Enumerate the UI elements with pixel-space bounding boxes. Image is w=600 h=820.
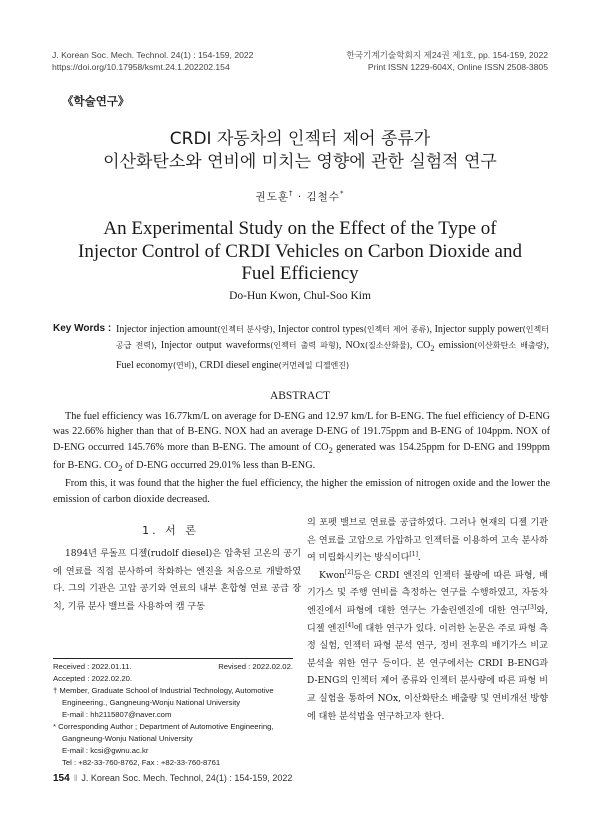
citation-ref[interactable]: [4] [345, 621, 354, 629]
journal-citation: J. Korean Soc. Mech. Technol. 24(1) : 154-159, 2022 [52, 50, 254, 60]
body-column-right [307, 515, 548, 726]
abstract-paragraph-2: From this, it was found that the higher the fuel efficiency, the higher the emission of nitrogen oxide and the lower the emission of carbon dioxide decreased. [53, 478, 550, 505]
title-en-line3: Fuel Efficiency [241, 263, 359, 284]
title-en-line1: An Experimental Study on the Effect of the Type of [103, 218, 497, 239]
corresponding-author: * Corresponding Author ; Department of Automotive Engineering, Gangneung-Wonju National University [53, 722, 274, 743]
author-mark-2: * [339, 189, 345, 198]
doi-link[interactable]: https://doi.org/10.17958/ksmt.24.1.202202.154 [52, 61, 230, 72]
footer-journal: J. Korean Soc. Mech. Technol, 24(1) : 154-159, 2022 [81, 773, 293, 783]
keyword-item: Injector injection amount(인젝터 분사량) [116, 324, 273, 335]
abstract-heading: ABSTRACT [269, 390, 331, 402]
keyword-item: Injector control types(인젝터 제어 종류) [277, 324, 430, 335]
article-category: 《학술연구》 [62, 94, 130, 108]
author-ko-1: 권도훈 [255, 191, 289, 203]
keywords-label: Key Words : [53, 323, 112, 334]
keyword-item: $CO_2$ emission(이산화탄소 배출량) [416, 340, 547, 354]
footer-separator: ‖ [73, 773, 78, 783]
author-separator: · [293, 191, 307, 203]
issn-line: Print ISSN 1229-604X, Online ISSN 2508-3805 [367, 61, 548, 72]
keyword-item: NOx(질소산화물) [345, 340, 410, 352]
title-ko-line1: CRDI 자동차의 인젝터 제어 종류가 [169, 129, 431, 149]
authors-ko [40, 189, 560, 204]
page-number: 154 [53, 773, 70, 784]
abstract-body [53, 409, 550, 507]
intro-paragraph-2: Kwon[2]등은 CRDI 엔진의 인젝터 불량에 따른 파형, 배기가스 및 주행 연비를 측정하는 연구를 수행하였고, 자동차 엔진에서 파형에 대한 연구는 가솔린엔진에 대한 연구[3]와, 디젤 엔진[4]에 대한 연구가 있다. 이러한 논문은 주로 파형 측정 실험, 인젝터 파형 분석 연구, 정비 전후의 배기가스 비교분석을 위한 연구 등이다. 본 연구에서는 CRDI B-ENG과 D-ENG의 인젝터 제어 종류와 인젝터 분사량에 따른 파형 비교 실험을 통하여 NOx, 이산화탄소 배출량 및 연비개선 방향에 대한 분석법을 연구하고자 한다. [307, 568, 548, 722]
received-revised-row [53, 661, 293, 673]
body-column-left [53, 546, 301, 616]
section-heading-introduction: 1. 서 론 [142, 524, 199, 537]
keyword-item: Fuel economy(연비) [116, 359, 195, 371]
keywords-list: Injector injection amount(인젝터 분사량), Injector control types(인젝터 제어 종류), Injector supply power(인젝터 공급 전력), Injector output waveforms(인젝터 출력 파형), NOx(질소산화물), $CO_2$ emission(이산화탄소 배출량), Fuel economy(연비), CRDI diesel engine(커먼레일 디젤엔진) [116, 324, 550, 371]
corresponding-email[interactable]: E-mail : kcsi@gwnu.ac.kr [62, 746, 149, 755]
abstract-paragraph-1: The fuel efficiency was 16.77km/L on average for D-ENG and 12.97 km/L for B-ENG. The fuel efficiency of D-ENG was 22.66% higher than that of B-ENG. NOX had an average D-ENG of 191.75ppm and B-ENG of 104ppm. NOX of D-ENG occurred 145.76% more than B-ENG. The amount of $CO_2$ generated was 154.25ppm for D-ENG and 199ppm for B-ENG. $CO_2$ of D-ENG occurred 29.01% less than B-ENG. [53, 411, 550, 473]
authors-en: Do-Hun Kwon, Chul-Soo Kim [229, 290, 371, 302]
received-date: Received : 2022.01.11. [53, 662, 132, 671]
member-email[interactable]: E-mail : hh2115807@naver.com [62, 710, 172, 719]
keyword-item: CRDI diesel engine(커먼레일 디젤엔진) [199, 359, 350, 371]
footnote-rule [53, 658, 293, 659]
title-en [70, 218, 530, 286]
keyword-item: Injector output waveforms(인젝터 출력 파형) [160, 340, 339, 352]
revised-date: Revised : 2022.02.02. [218, 662, 293, 671]
footnotes [53, 661, 293, 769]
author-ko-2: 김철수 [306, 191, 340, 203]
keyword-item: Injector supply power(인젝터 공급 전력) [116, 324, 549, 351]
running-header-right [268, 50, 548, 73]
journal-citation-ko: 한국기계기술학회지 제24권 제1호, pp. 154-159, 2022 [346, 50, 548, 60]
member-affiliation: † Member, Graduate School of Industrial Technology, Automotive Engineering., Gangneung-Wonju National University [53, 686, 274, 707]
intro-paragraph-continued: 의 포펫 밸브로 연료를 공급하였다. 그러나 현재의 디젤 기관은 연료를 고압으로 가압하고 인젝터를 이용하여 고속 분사하여 미립화시키는 방식이다[1]. [307, 518, 548, 564]
citation-ref[interactable]: [3] [527, 603, 537, 611]
author-mark-1: † [288, 189, 294, 198]
accepted-date: Accepted : 2022.02.20. [53, 674, 133, 683]
intro-paragraph-1: 1894년 루돌프 디젤(rudolf diesel)은 압축된 고온의 공기에 연료를 직접 분사하여 착화하는 엔진을 처음으로 개발하였다. 그의 기관은 고압 공기와 연료의 내부 혼합형 연료 공급 장치, 기류 분사 밸브를 사용하여 캠 구동 [53, 549, 301, 612]
title-en-line2: Injector Control of CRDI Vehicles on Carbon Dioxide and [78, 240, 522, 262]
title-ko-line2: 이산화탄소와 연비에 미치는 영향에 관한 실험적 연구 [103, 152, 497, 172]
citation-ref[interactable]: [2] [344, 568, 354, 576]
page-footer [53, 773, 292, 784]
citation-ref[interactable]: [1] [409, 551, 418, 559]
contact-phone: Tel : +82-33-760-8762, Fax : +82-33-760-8761 [62, 758, 221, 767]
